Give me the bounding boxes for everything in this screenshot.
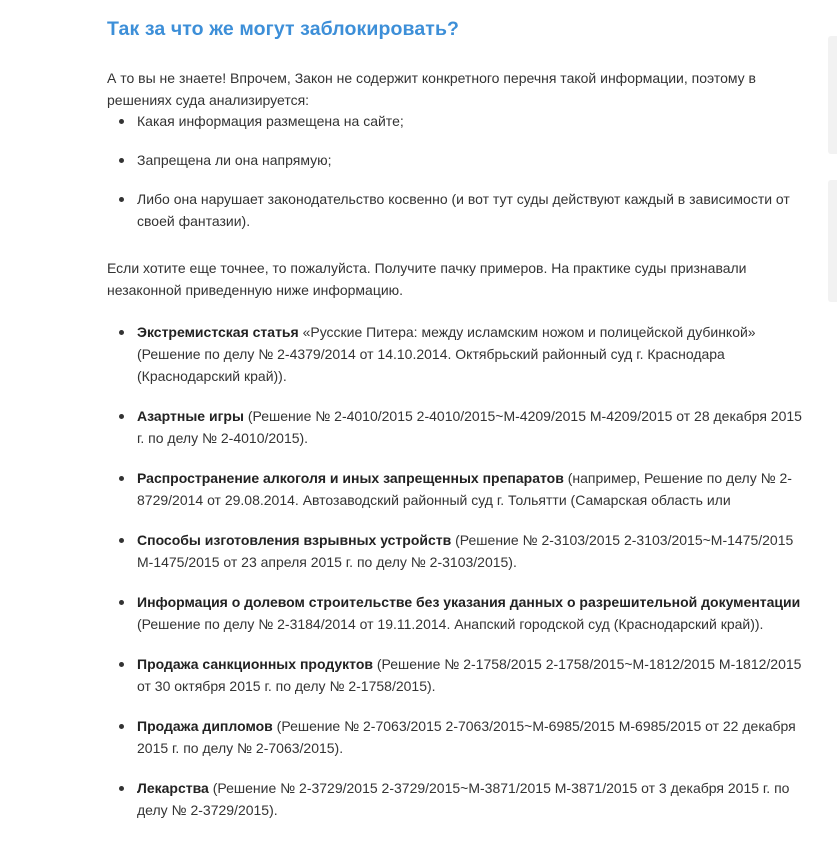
example-text: (Решение № 2-3729/2015 2-3729/2015~М-3871/2015 М-3871/2015 от 3 декабря 2015 г. по делу № 2-3729/2015). (137, 780, 790, 818)
intro-paragraph: А то вы не знаете! Впрочем, Закон не содержит конкретного перечня такой информации, поэтому в решениях суда анализируется: (107, 70, 756, 108)
example-text: (Решение № 2-7063/2015 2-7063/2015~М-6985/2015 М-6985/2015 от 22 декабря 2015 г. по делу № 2-7063/2015). (137, 718, 796, 756)
list-item: Либо она нарушает законодательство косвенно (и вот тут суды действуют каждый в зависимости от своей фантазии). (107, 188, 807, 232)
list-item (107, 321, 807, 387)
examples-intro-paragraph: Если хотите еще точнее, то пожалуйста. Получите пачку примеров. На практике суды признавали незаконной приведенную ниже информацию. (107, 260, 747, 298)
example-title: Распространение алкоголя и иных запрещенных препаратов (137, 470, 564, 486)
example-title: Лекарства (137, 780, 209, 796)
example-text: (Решение № 2-3103/2015 2-3103/2015~М-1475/2015 М-1475/2015 от 23 апреля 2015 г. по делу № 2-3103/2015). (137, 532, 794, 570)
list-item: Запрещена ли она напрямую; (107, 149, 807, 171)
list-item (107, 715, 807, 759)
example-text: (Решение № 2-1758/2015 2-1758/2015~М-1812/2015 М-1812/2015 от 30 октября 2015 г. по делу № 2-1758/2015). (137, 656, 802, 694)
section-heading: Так за что же могут заблокировать? (107, 18, 460, 40)
list-item (107, 591, 807, 635)
example-title: Продажа санкционных продуктов (137, 656, 373, 672)
list-item (107, 529, 807, 573)
criteria-list (107, 110, 807, 249)
examples-list (107, 321, 807, 839)
example-title: Экстремистская статья (137, 324, 299, 340)
example-text: (Решение № 2-4010/2015 2-4010/2015~М-4209/2015 М-4209/2015 от 28 декабря 2015 г. по делу № 2-4010/2015). (137, 408, 802, 446)
example-title: Способы изготовления взрывных устройств (137, 532, 452, 548)
example-text: (Решение по делу № 2-3184/2014 от 19.11.2014. Анапский городской суд (Краснодарский край)). (137, 616, 764, 632)
side-panel-edge (828, 180, 837, 302)
example-text: «Русские Питера: между исламским ножом и полицейской дубинкой» (Решение по делу № 2-4379/2014 от 14.10.2014. Октябрьский районный суд г. Краснодара (Краснодарский край)). (137, 324, 756, 384)
example-title: Азартные игры (137, 408, 244, 424)
example-title: Продажа дипломов (137, 718, 273, 734)
list-item: Какая информация размещена на сайте; (107, 110, 807, 132)
side-panel-edge (828, 36, 837, 154)
list-item (107, 405, 807, 449)
list-item (107, 653, 807, 697)
example-text: (например, Решение по делу № 2-8729/2014 от 29.08.2014. Автозаводский районный суд г. Тольятти (Самарская область или (137, 470, 792, 508)
list-item (107, 467, 807, 511)
list-item (107, 777, 807, 821)
example-title: Информация о долевом строительстве без указания данных о разрешительной документации (137, 594, 801, 610)
